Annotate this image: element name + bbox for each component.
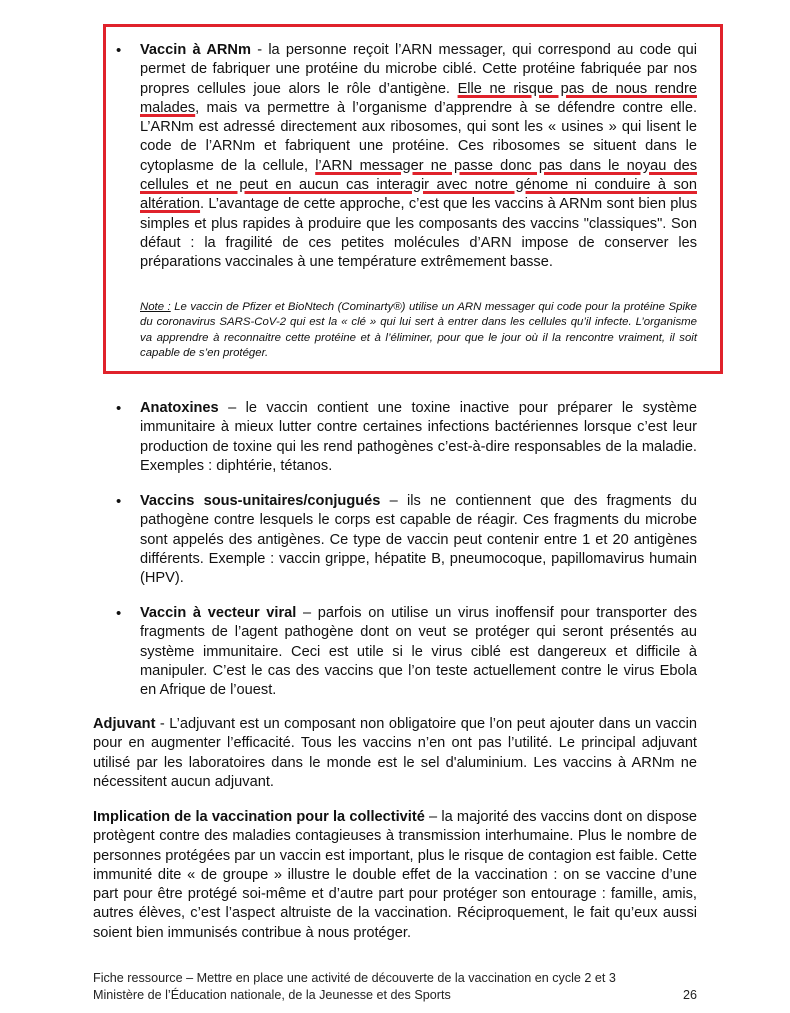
bullet-sous-unitaires-title: Vaccins sous-unitaires/conjugués — [140, 493, 381, 509]
bullet-arnm-title: Vaccin à ARNm — [140, 42, 251, 58]
bullet-anatoxines-title: Anatoxines — [140, 400, 219, 416]
bullet-dot: • — [116, 605, 122, 622]
bullet-vecteur-title: Vaccin à vecteur viral — [140, 605, 297, 621]
adjuvant-text: - L’adjuvant est un composant non obligatoire que l’on peut ajouter dans un vaccin pour en augmenter l’efficacité. Tous les vaccins n’en ont pas l’utilité. Le principal adjuvant utilisé par les laboratoires dans le monde est le sel d'aluminium. Les vaccins à ARNm ne nécessitent aucun adjuvant. — [93, 716, 697, 790]
page-number: 26 — [682, 987, 697, 1002]
implication-title: Implication de la vaccination pour la collectivité — [93, 809, 425, 825]
bullet-dot: • — [116, 493, 122, 510]
bullet-vecteur-viral — [116, 604, 698, 700]
bullet-arnm-text-3: . L’avantage de cette approche, c’est que les vaccins à ARNm sont bien plus simples et plus rapides à produire que les composants des vaccins "classiques". Son défaut : la fragilité de ces petites molécules d’ARN impose de conserver les préparations vaccinales à une température extrêmement basse. — [140, 196, 697, 271]
bullet-anatoxines — [116, 399, 697, 476]
adjuvant-title: Adjuvant — [93, 716, 156, 732]
bullet-dot: • — [116, 42, 122, 59]
bullet-anatoxines-text: – le vaccin contient une toxine inactive pour préparer le système immunitaire à mieux lutter contre certaines infections bactériennes lorsque c’est leur production de toxine qui les rend pathogènes c’est-à-dire responsables de la maladie. Exemples : diphtérie, tétanos. — [140, 400, 697, 474]
bullet-dot: • — [116, 400, 122, 417]
bullet-arnm-paragraph — [140, 41, 697, 273]
adjuvant-paragraph — [93, 715, 697, 792]
bullet-sous-unitaires — [116, 492, 698, 588]
note-label: Note : — [140, 301, 171, 313]
bullet-arnm-text-2: , mais va permettre à l’organisme d’apprendre à se défendre contre elle. L’ARNm est adressé directement aux ribosomes, qui sont les « usines » qui lisent le code de l’ARNm et fabriquent une protéine. Ces ribosomes se situent dans le cytoplasme de la cellule, — [140, 99, 697, 174]
bullet-vaccin-arnm — [116, 41, 698, 273]
bullet-anatoxines-paragraph — [140, 399, 697, 476]
underline-highlight-1: Elle ne risque pas de nous rendre malades — [140, 80, 697, 116]
bullet-sous-unitaires-text: – ils ne contiennent que des fragments du pathogène contre lesquels le corps est capable de réagir. Ces fragments du microbe sont appelés des antigènes. Ce type de vaccin peut contenir entre 1 et 20 antigènes différents. Exemple : vaccin grippe, hépatite B, pneumocoque, papillomavirus humain (HPV). — [140, 493, 698, 587]
footer-line-1: Fiche ressource – Mettre en place une activité de découverte de la vaccination en cycle 2 et 3 — [93, 971, 616, 985]
implication-paragraph — [93, 808, 697, 943]
bullet-sous-unitaires-paragraph — [140, 492, 697, 588]
note-block — [140, 300, 697, 361]
implication-text: – la majorité des vaccins dont on dispose protègent contre des maladies contagieuses à transmission interhumaine. Plus le nombre de personnes protégées par un vaccin est important, plus le risque de contagion est faible. Cette immunité dite « de groupe » illustre le double effet de la vaccination : on se vaccine d’une part pour être protégé soi-même et d’autre part pour protéger son entourage : famille, amis, autres élèves, c’est l’aspect altruiste de la vaccination. Réciproquement, le fait qu’eux aussi soient bien immunisés contribue à nous protéger. — [93, 809, 697, 941]
underline-highlight-2: l’ARN messager ne passe donc pas dans le noyau des cellules et ne peut en aucun cas interagir avec notre génome ni conduire à son altération — [140, 157, 698, 213]
bullet-vecteur-text: – parfois on utilise un virus inoffensif pour transporter des fragments de l’agent pathogène dont on veut se protéger qui seront présentés au système immunitaire. Ceci est utile si le virus ciblé est dangereux et difficile à manipuler. C’est le cas des vaccins que l’on teste actuellement contre le virus Ebola en Afrique de l’ouest. — [140, 605, 698, 699]
page-footer — [93, 970, 697, 1003]
footer-line-2: Ministère de l’Éducation nationale, de la Jeunesse et des Sports — [93, 987, 451, 1002]
bullet-vecteur-paragraph — [140, 604, 697, 700]
bullet-arnm-text-1: - la personne reçoit l’ARN messager, qui correspond au code qui permet de fabriquer une protéine du microbe ciblé. Cette protéine fabriquée par nos propres cellules joue alors le rôle d’antigène. — [140, 42, 697, 97]
note-text: Le vaccin de Pfizer et BioNtech (Cominarty®) utilise un ARN messager qui code pour la protéine Spike du coronavirus SARS-CoV-2 qui est la « clé » qui lui sert à entrer dans les cellules qu’il infecte. L’organisme va apprendre à reconnaitre cette protéine et à l’éliminer, pour que le jour où il la rencontre vraiment, il soit capable de s’en protéger. — [140, 301, 698, 359]
